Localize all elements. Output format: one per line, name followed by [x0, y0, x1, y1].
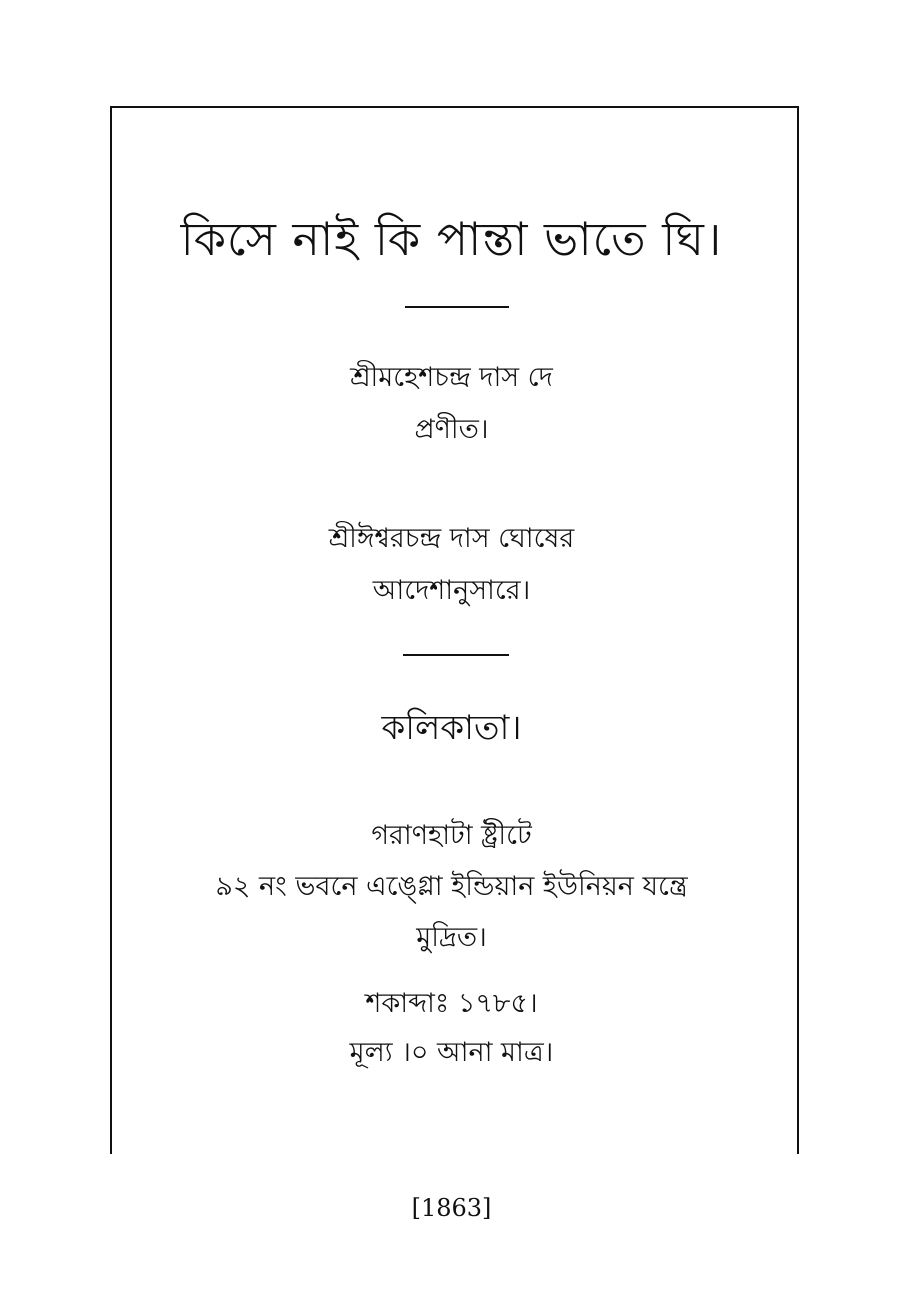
commission-phrase: আদেশানুসারে।: [372, 575, 531, 606]
publication-year: [1863]: [411, 1194, 492, 1222]
author-name: শ্রীমহেশচন্দ্র দাস দে: [350, 362, 553, 393]
author-role: প্রণীত।: [414, 414, 489, 445]
saka-era-year: শকাব্দাঃ ১৭৮৫।: [365, 988, 538, 1019]
book-title: কিসে নাই কি পান্তা ভাতে ঘি।: [180, 212, 723, 266]
divider-rule: [405, 306, 509, 308]
printer-street: গরাণহাটা ষ্ট্রীটে: [371, 820, 532, 851]
printer-press: ৯২ নং ভবনে এঙ্গ্লো ইন্ডিয়ান ইউনিয়ন যন্ত্রে: [215, 871, 688, 902]
divider-rule: [403, 654, 509, 656]
commissioner-name: শ্রীঈশ্বরচন্দ্র দাস ঘোষের: [328, 523, 575, 554]
price: মূল্য ।০ আনা মাত্র।: [349, 1037, 554, 1068]
printer-printed: মুদ্রিত।: [416, 922, 487, 953]
place-of-publication: কলিকাতা।: [381, 708, 522, 748]
